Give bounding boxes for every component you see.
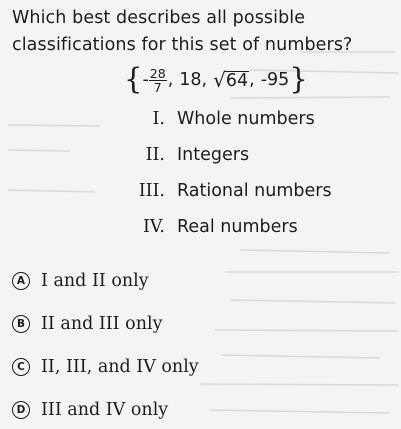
close-brace: } [289, 61, 308, 96]
classification-numeral: III. [138, 181, 165, 201]
answer-choice-c[interactable] [12, 357, 199, 377]
answer-choice-d[interactable] [12, 400, 168, 420]
separator-1: , [167, 70, 174, 90]
separator-3: , [249, 70, 255, 90]
negative-sign: - [142, 70, 149, 90]
radicand: 64 [225, 71, 249, 91]
answer-choice-b[interactable] [12, 314, 162, 334]
answer-bubble-b[interactable]: B [12, 315, 30, 333]
classification-numeral: IV. [142, 217, 165, 237]
classification-label: Integers [177, 145, 250, 165]
question-text [12, 5, 397, 59]
fraction [149, 67, 167, 94]
answer-text-a: I and II only [41, 271, 149, 291]
number-set [124, 61, 308, 99]
answer-choice-a[interactable] [12, 271, 149, 291]
answer-text-b: II and III only [41, 314, 163, 334]
answer-text-d: III and IV only [41, 400, 169, 420]
classification-label: Real numbers [177, 217, 298, 237]
classification-label: Rational numbers [177, 181, 332, 201]
fraction-numerator: 28 [149, 65, 166, 81]
value-negative-95: -95 [260, 70, 290, 90]
question-line-2: classifications for this set of numbers? [12, 35, 353, 55]
square-root [213, 70, 249, 90]
radical-symbol: √ [213, 68, 226, 92]
answer-text-c: II, III, and IV only [41, 357, 199, 377]
classification-label: Whole numbers [177, 109, 315, 129]
fraction-denominator: 7 [153, 79, 162, 95]
answer-bubble-d[interactable]: D [12, 401, 30, 419]
value-eighteen: 18, [179, 70, 208, 90]
classification-3 [110, 181, 332, 201]
answer-bubble-c[interactable]: C [12, 358, 30, 376]
classification-4 [110, 217, 298, 237]
answer-bubble-a[interactable]: A [12, 272, 30, 290]
classification-numeral: II. [145, 145, 165, 165]
classification-1 [110, 109, 315, 129]
classification-2 [110, 145, 249, 165]
question-line-1: Which best describes all possible [12, 8, 306, 28]
classification-numeral: I. [152, 109, 165, 129]
open-brace: { [124, 61, 143, 96]
